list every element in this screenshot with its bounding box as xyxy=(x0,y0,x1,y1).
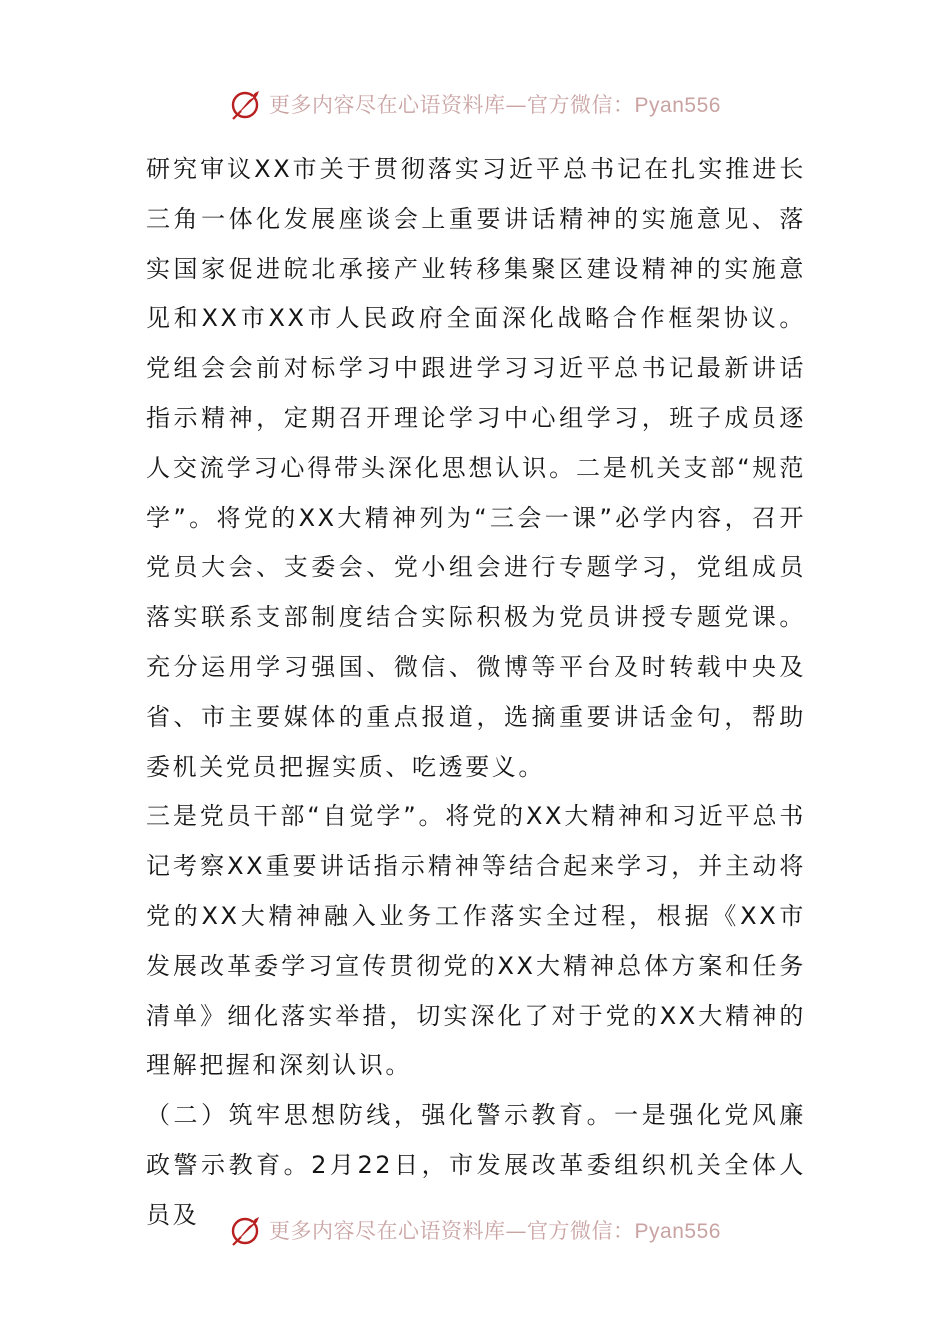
quill-logo-icon xyxy=(229,87,263,121)
banner-text: 更多内容尽在心语资料库—官方微信：Pyan556 xyxy=(269,1219,721,1243)
banner-text: 更多内容尽在心语资料库—官方微信：Pyan556 xyxy=(269,93,721,117)
wechat-id: Pyan556 xyxy=(634,1220,721,1243)
quill-logo-icon xyxy=(229,1213,263,1247)
footer-watermark-banner xyxy=(0,1210,950,1250)
document-body xyxy=(146,145,806,1241)
wechat-id: Pyan556 xyxy=(634,94,721,117)
header-watermark-banner xyxy=(0,84,950,124)
paragraph-1: 研究审议XX市关于贯彻落实习近平总书记在扎实推进长三角一体化发展座谈会上重要讲话精神的实施意见、落实国家促进皖北承接产业转移集聚区建设精神的实施意见和XX市XX市人民政府全面深化战略合作框架协议。党组会会前对标学习中跟进学习习近平总书记最新讲话指示精神，定期召开理论学习中心组学习，班子成员逐人交流学习心得带头深化思想认识。二是机关支部“规范学”。将党的XX大精神列为“三会一课”必学内容，召开党员大会、支委会、党小组会进行专题学习，党组成员落实联系支部制度结合实际积极为党员讲授专题党课。充分运用学习强国、微信、微博等平台及时转载中央及省、市主要媒体的重点报道，选摘重要讲话金句，帮助委机关党员把握实质、吃透要义。 xyxy=(146,155,806,781)
paragraph-3: （二）筑牢思想防线，强化警示教育。一是强化党风廉政警示教育。2月22日，市发展改革委组织机关全体人员及 xyxy=(146,1101,806,1229)
paragraph-2: 三是党员干部“自觉学”。将党的XX大精神和习近平总书记考察XX重要讲话指示精神等结合起来学习，并主动将党的XX大精神融入业务工作落实全过程，根据《XX市发展改革委学习宣传贯彻党的XX大精神总体方案和任务清单》细化落实举措，切实深化了对于党的XX大精神的理解把握和深刻认识。 xyxy=(146,802,806,1080)
